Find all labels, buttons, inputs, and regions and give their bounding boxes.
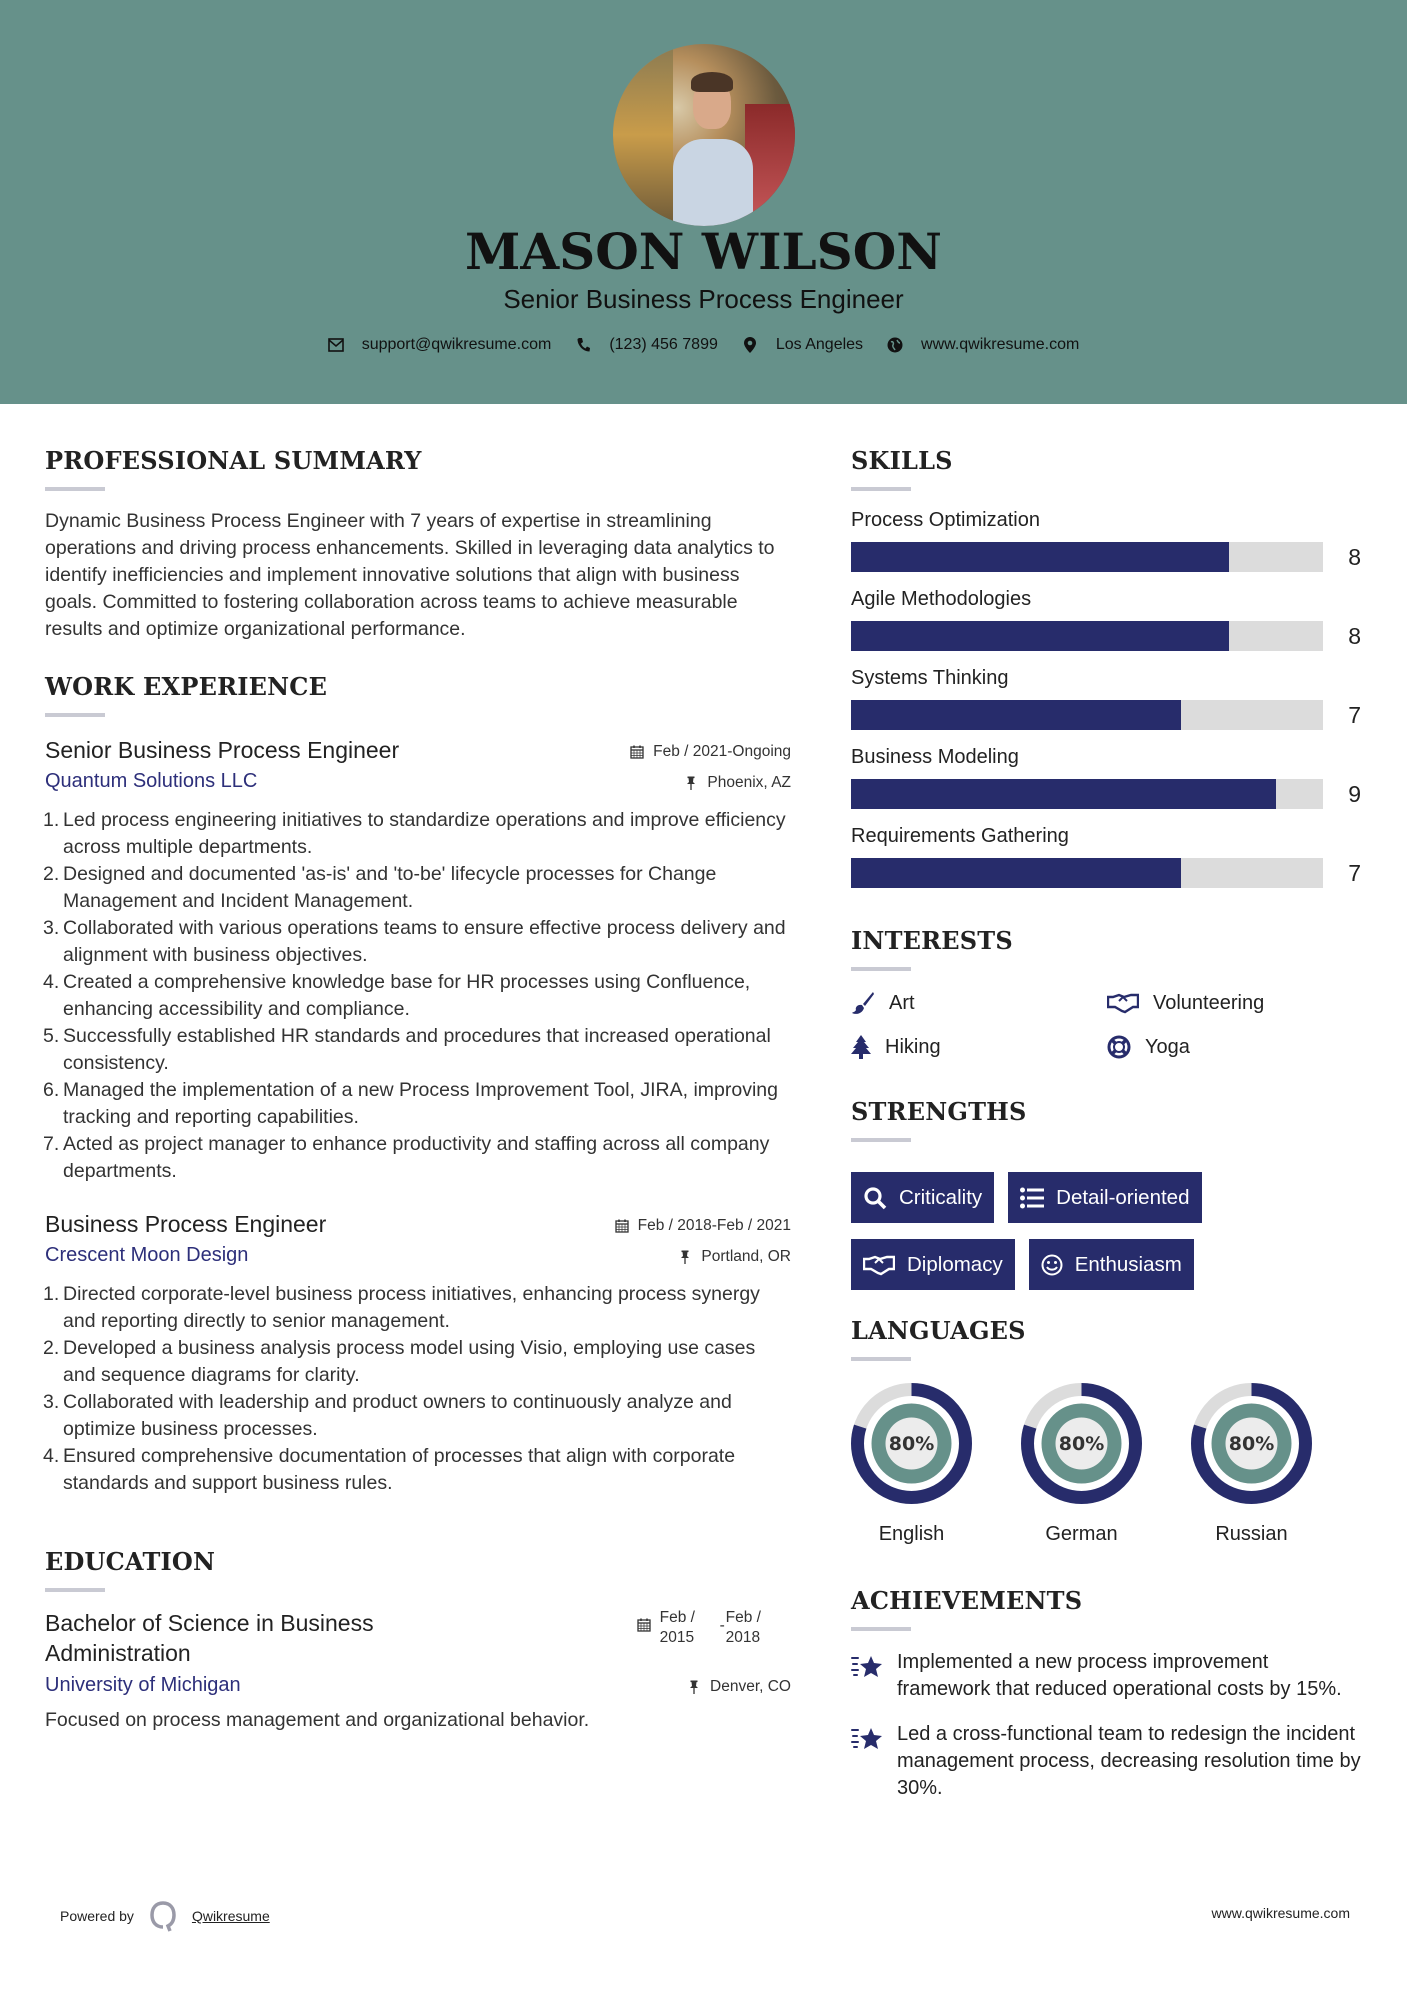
job-entry — [45, 737, 791, 1185]
company-name: Quantum Solutions LLC — [45, 770, 258, 792]
life-ring-icon — [1107, 1035, 1131, 1059]
candidate-name: MASON WILSON — [465, 222, 942, 281]
section-divider — [851, 1138, 911, 1142]
section-heading: INTERESTS — [851, 926, 1013, 955]
achievement-item: Led a cross-functional team to redesign the incident management process, decreasing resolution time by 30%. — [851, 1721, 1361, 1802]
section-heading: LANGUAGES — [851, 1316, 1026, 1345]
smile-icon — [1041, 1254, 1063, 1276]
skill-label: Requirements Gathering — [851, 825, 1069, 847]
language-label: German — [1045, 1523, 1118, 1545]
interests-grid — [851, 991, 1361, 1059]
section-heading: STRENGTHS — [851, 1097, 1027, 1126]
pushpin-icon — [678, 1250, 692, 1264]
company-name: Crescent Moon Design — [45, 1244, 249, 1266]
handshake-icon — [863, 1254, 895, 1276]
skills-section — [851, 446, 1361, 888]
job-bullet: 1. Led process engineering initiatives to standardize operations and improve efficiency across multiple departments. — [43, 809, 786, 858]
section-heading: EDUCATION — [45, 1547, 216, 1576]
skill-value: 8 — [1348, 622, 1361, 649]
strength-chip-criticality: Criticality — [851, 1172, 994, 1223]
section-divider — [851, 1357, 911, 1361]
skill-item — [851, 825, 1361, 888]
dates-text: Feb / 2021-Ongoing — [653, 743, 791, 760]
contact-location — [742, 336, 863, 354]
interest-hiking: Hiking — [851, 1035, 1107, 1059]
strengths-list — [851, 1172, 1351, 1290]
languages-section — [851, 1316, 1361, 1546]
skill-bar-fill — [851, 858, 1181, 888]
footer-powered-by — [60, 1900, 270, 1932]
school-name: University of Michigan — [45, 1674, 241, 1696]
job-location — [678, 1248, 791, 1266]
website-text: www.qwikresume.com — [921, 336, 1080, 353]
section-divider — [45, 713, 105, 717]
dates-text: Feb / 2018-Feb / 2021 — [637, 1217, 791, 1234]
shooting-star-icon — [851, 1653, 883, 1681]
achievements-section — [851, 1586, 1361, 1802]
skill-bar-fill — [851, 700, 1181, 730]
svg-text:80%: 80% — [888, 1433, 935, 1455]
skill-value: 8 — [1348, 543, 1361, 570]
languages-list — [851, 1383, 1361, 1546]
contact-bar — [0, 336, 1407, 354]
education-section — [45, 1547, 791, 1734]
skill-bar-fill — [851, 779, 1276, 809]
contact-phone[interactable] — [575, 336, 718, 354]
calendar-icon — [630, 745, 644, 759]
job-title: Business Process Engineer — [45, 1211, 327, 1237]
powered-by-text: Powered by — [60, 1908, 134, 1924]
envelope-icon — [328, 337, 344, 353]
paintbrush-icon — [851, 991, 875, 1015]
job-title: Senior Business Process Engineer — [45, 737, 400, 763]
skill-item — [851, 746, 1361, 809]
job-bullet: 1. Directed corporate-level business process initiatives, enhancing process synergy and reporting directly to senior management. — [43, 1283, 760, 1332]
job-bullet: 4. Created a comprehensive knowledge base for HR processes using Confluence, enhancing accessibility and compliance. — [43, 971, 751, 1020]
profile-photo — [613, 44, 795, 226]
skill-label: Process Optimization — [851, 509, 1040, 531]
summary-text: Dynamic Business Process Engineer with 7 years of expertise in streamlining operations and driving process enhancements. Skilled in leveraging data analytics to identify inefficiencies and implement innovative solutions that align with business goals. Committed to fostering collaboration across teams to achieve measurable results and optimize organizational performance. — [45, 510, 775, 640]
job-bullet: 6. Managed the implementation of a new Process Improvement Tool, JIRA, improving tracking and reporting capabilities. — [43, 1079, 778, 1128]
experience-section — [45, 672, 791, 1497]
location-text: Los Angeles — [775, 336, 864, 353]
job-bullet: 4. Ensured comprehensive documentation of processes that align with corporate standards and support business rules. — [43, 1445, 736, 1494]
skill-bar — [851, 542, 1323, 572]
list-icon — [1020, 1187, 1044, 1209]
section-heading: SKILLS — [851, 446, 953, 475]
job-bullet: 7. Acted as project manager to enhance productivity and staffing across all company departments. — [43, 1133, 770, 1182]
qwikresume-link[interactable]: Qwikresume — [191, 1908, 270, 1924]
job-bullet: 5. Successfully established HR standards and procedures that increased operational consistency. — [43, 1025, 771, 1074]
language-progress-ring — [851, 1383, 972, 1504]
interest-volunteering: Volunteering — [1107, 991, 1347, 1015]
skill-value: 9 — [1348, 780, 1361, 807]
skill-value: 7 — [1348, 859, 1361, 886]
education-description: Focused on process management and organizational behavior. — [45, 1709, 590, 1731]
right-column — [851, 404, 1361, 1802]
footer-url[interactable]: www.qwikresume.com — [1211, 1905, 1350, 1921]
education-location — [687, 1678, 791, 1696]
degree-title: Bachelor of Science in Business Administration — [45, 1610, 374, 1666]
skill-value: 7 — [1348, 701, 1361, 728]
resume-header — [0, 0, 1407, 404]
svg-text:80%: 80% — [1058, 1433, 1105, 1455]
contact-email[interactable] — [328, 336, 552, 354]
svg-text:80%: 80% — [1228, 1433, 1275, 1455]
section-divider — [851, 487, 911, 491]
skill-item — [851, 667, 1361, 730]
pushpin-icon — [687, 1680, 701, 1694]
strengths-section — [851, 1097, 1361, 1290]
job-location — [684, 774, 791, 792]
language-label: English — [878, 1523, 945, 1545]
globe-icon — [887, 337, 903, 353]
skill-item — [851, 509, 1361, 572]
location-text: Denver, CO — [710, 1678, 791, 1695]
location-text: Phoenix, AZ — [707, 774, 791, 791]
language-label: Russian — [1215, 1523, 1288, 1545]
calendar-icon — [637, 1618, 651, 1632]
left-column — [45, 404, 791, 1734]
interest-yoga: Yoga — [1107, 1035, 1347, 1059]
job-bullets — [45, 1281, 791, 1497]
section-divider — [45, 487, 105, 491]
job-bullet: 2. Developed a business analysis process model using Visio, employing use cases and sequence diagrams for clarity. — [43, 1337, 756, 1386]
skill-bar — [851, 779, 1323, 809]
skill-bar-fill — [851, 542, 1229, 572]
achievement-item: Implemented a new process improvement framework that reduced operational costs by 15%. — [851, 1649, 1361, 1703]
skill-bar — [851, 858, 1323, 888]
job-entry — [45, 1211, 791, 1497]
strength-chip-enthusiasm: Enthusiasm — [1029, 1239, 1194, 1290]
language-english — [851, 1383, 972, 1546]
tree-icon — [851, 1035, 871, 1059]
strength-chip-detail-oriented: Detail-oriented — [1008, 1172, 1202, 1223]
summary-section — [45, 446, 791, 643]
job-bullet: 3. Collaborated with leadership and product owners to continuously analyze and optimize business processes. — [43, 1391, 732, 1440]
qwikresume-logo-icon — [148, 1900, 178, 1932]
search-icon — [863, 1186, 887, 1210]
section-heading: WORK EXPERIENCE — [45, 672, 328, 701]
map-pin-icon — [742, 337, 758, 353]
candidate-title: Senior Business Process Engineer — [503, 284, 904, 314]
shooting-star-icon — [851, 1725, 883, 1753]
job-bullet: 2. Designed and documented 'as-is' and 'to-be' lifecycle processes for Change Management and Incident Management. — [43, 863, 717, 912]
interests-section — [851, 926, 1361, 1059]
skill-label: Agile Methodologies — [851, 588, 1032, 610]
pushpin-icon — [684, 776, 698, 790]
section-divider — [851, 967, 911, 971]
section-divider — [851, 1627, 911, 1631]
phone-text: (123) 456 7899 — [609, 336, 718, 353]
skill-bar — [851, 621, 1323, 651]
education-dates: Feb / 2015 - Feb / 2018 — [637, 1608, 761, 1648]
section-divider — [45, 1588, 105, 1592]
section-heading: ACHIEVEMENTS — [851, 1586, 1083, 1615]
contact-website[interactable] — [887, 336, 1079, 354]
strength-chip-diplomacy: Diplomacy — [851, 1239, 1015, 1290]
language-progress-ring — [1021, 1383, 1142, 1504]
calendar-icon — [615, 1219, 629, 1233]
job-dates — [615, 1217, 791, 1235]
phone-icon — [575, 337, 591, 353]
language-russian — [1191, 1383, 1312, 1546]
language-progress-ring — [1191, 1383, 1312, 1504]
skill-label: Business Modeling — [851, 746, 1019, 768]
skill-item — [851, 588, 1361, 651]
handshake-icon — [1107, 992, 1139, 1014]
interest-art: Art — [851, 991, 1107, 1015]
job-bullets — [45, 807, 791, 1185]
location-text: Portland, OR — [701, 1248, 791, 1265]
skill-label: Systems Thinking — [851, 667, 1009, 689]
skill-bar-fill — [851, 621, 1229, 651]
section-heading: PROFESSIONAL SUMMARY — [45, 446, 422, 475]
skill-bar — [851, 700, 1323, 730]
email-text: support@qwikresume.com — [361, 336, 552, 353]
job-dates — [630, 743, 791, 761]
job-bullet: 3. Collaborated with various operations teams to ensure effective process delivery and alignment with business objectives. — [43, 917, 786, 966]
language-german — [1021, 1383, 1142, 1546]
